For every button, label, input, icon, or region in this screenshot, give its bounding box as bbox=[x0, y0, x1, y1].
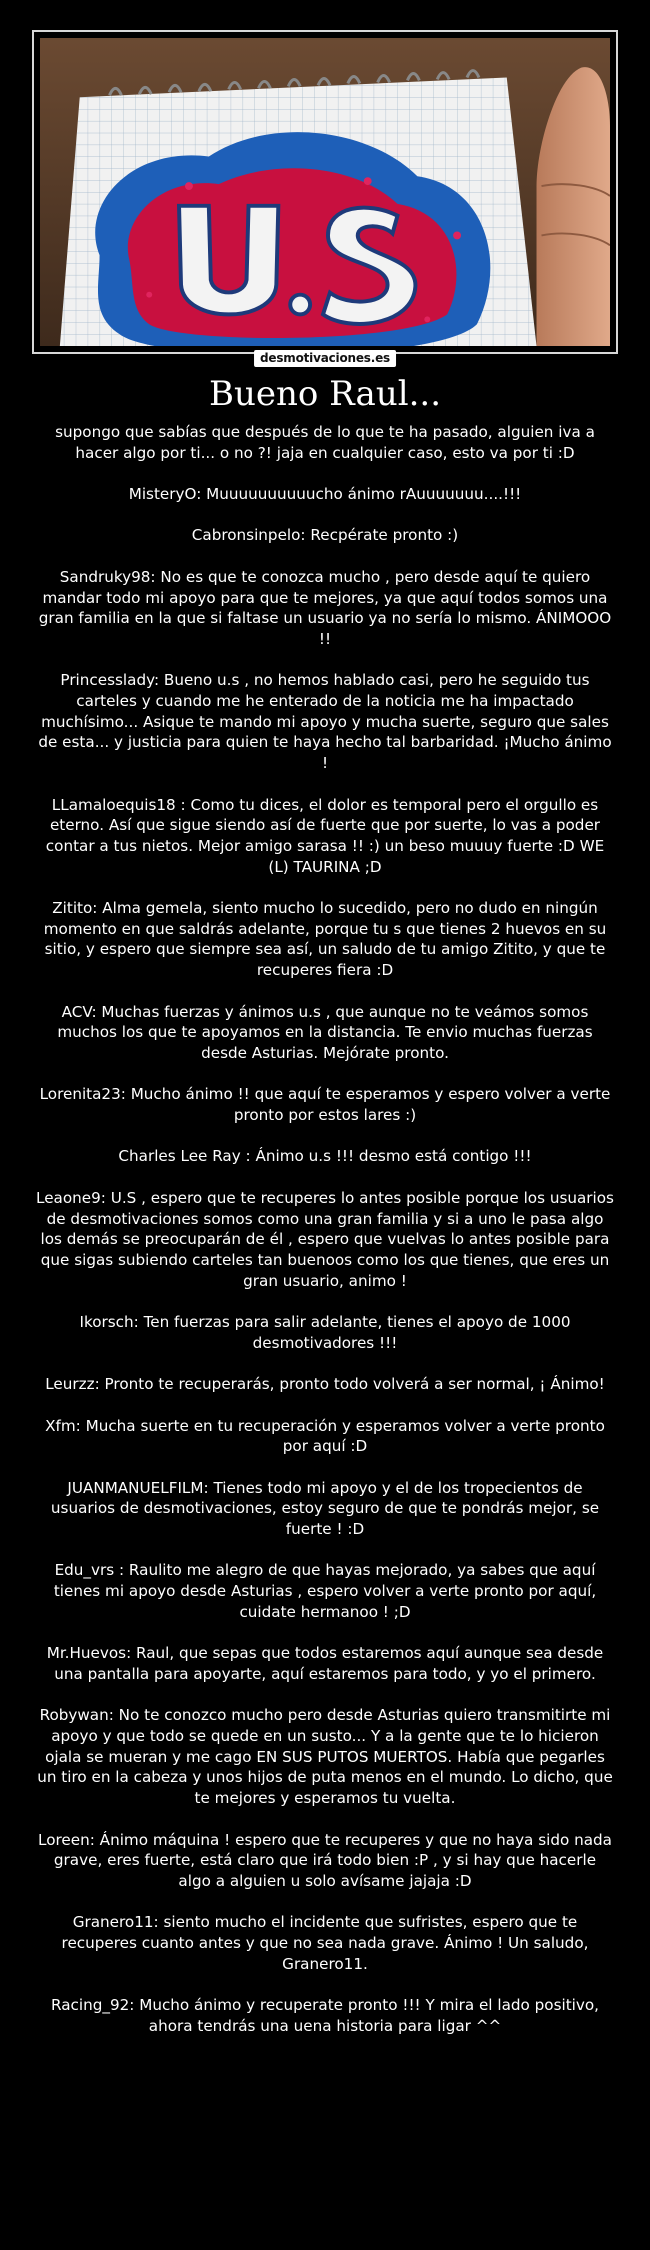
poster-frame bbox=[32, 30, 618, 354]
poster-photo bbox=[40, 38, 610, 346]
message-item: Ikorsch: Ten fuerzas para salir adelante, tienes el apoyo de 1000 desmotivadores !!! bbox=[79, 1313, 571, 1352]
message-item: Loreen: Ánimo máquina ! espero que te recuperes y que no haya sido nada grave, eres fuerte, está claro que irá todo bien :P , y si hay que hacerle algo a alguien u solo avísame jajaja :D bbox=[38, 1830, 612, 1890]
message-intro: supongo que sabías que después de lo que te ha pasado, alguien iva a hacer algo por ti... o no ?! jaja en cualquier caso, esto va por ti :D bbox=[55, 423, 595, 462]
message-item: JUANMANUELFILM: Tienes todo mi apoyo y el de los tropecientos de usuarios de desmotivaciones, estoy seguro de que te pondrás mejor, se fuerte ! :D bbox=[50, 1478, 600, 1539]
message-item: Leaone9: U.S , espero que te recuperes lo antes posible porque los usuarios de desmotivaciones somos como una gran familia y si a uno le pasa algo los demás se preocuparán de él , espero que vuelvas lo antes posible para que sigas subiendo carteles tan buenoos como los que tienes, que eres un gran usuario, animo ! bbox=[36, 1188, 614, 1290]
watermark-label[interactable]: desmotivaciones.es bbox=[254, 350, 396, 367]
message-item: Sandruky98: No es que te conozca mucho , pero desde aquí te quiero mandar todo mi apoyo para que te mejores, ya que aquí todos somos una gran familia en la que si faltase un usuario ya no sería lo mismo. ÁNIMOOO !! bbox=[38, 567, 612, 648]
notebook-photo-illustration bbox=[40, 38, 610, 346]
message-item: Cabronsinpelo: Recpérate pronto :) bbox=[191, 526, 459, 545]
message-item: Princesslady: Bueno u.s , no hemos hablado casi, pero he seguido tus carteles y cuando me he enterado de la noticia me ha impactado muchísimo... Asique te mando mi apoyo y mucha suerte, seguro que sales de esta... y justicia para quien te haya hecho tal barbaridad. ¡Mucho ánimo ! bbox=[38, 671, 612, 773]
message-list bbox=[36, 422, 614, 2057]
message-item: Leurzz: Pronto te recuperarás, pronto todo volverá a ser normal, ¡ Ánimo! bbox=[45, 1375, 605, 1394]
message-item: Robywan: No te conozco mucho pero desde Asturias quiero transmitirte mi apoyo y que todo se quede en un susto... Y a la gente que te lo hicieron ojala se mueran y me cago EN SUS PUTOS MUERTOS. Había que pegarles un tiro en la cabeza y unos hijos de puta menos en el mundo. Lo dicho, que te mejores y esperamos tu vuelta. bbox=[37, 1706, 613, 1808]
message-item: Racing_92: Mucho ánimo y recuperate pronto !!! Y mira el lado positivo, ahora tendrás una uena historia para ligar ^^ bbox=[51, 1996, 599, 2035]
message-item: LLamaloequis18 : Como tu dices, el dolor es temporal pero el orgullo es eterno. Así que sigue siendo así de fuerte que por suerte, lo vas a poder contar a tus nietos. Mejor amigo sarasa !! :) un beso muuuy fuerte :D WE (L) TAURINA ;D bbox=[45, 795, 605, 876]
message-item: Lorenita23: Mucho ánimo !! que aquí te esperamos y espero volver a verte pronto por estos lares :) bbox=[39, 1085, 611, 1125]
message-item: Edu_vrs : Raulito me alegro de que hayas mejorado, ya sabes que aquí tienes mi apoyo desde Asturias , espero volver a verte pronto por aquí, cuidate hermanoo ! ;D bbox=[53, 1561, 597, 1621]
message-item: Charles Lee Ray : Ánimo u.s !!! desmo está contigo !!! bbox=[118, 1147, 532, 1166]
message-item: Zitito: Alma gemela, siento mucho lo sucedido, pero no dudo en ningún momento en que saldrás adelante, porque tu s que tienes 2 huevos en su sitio, y espero que siempre sea así, un saludo de tu amigo Zitito, y que te recuperes fiera :D bbox=[43, 899, 607, 980]
message-item: MisteryO: Muuuuuuuuuucho ánimo rAuuuuuuu....!!! bbox=[128, 485, 522, 504]
message-item: ACV: Muchas fuerzas y ánimos u.s , que aunque no te veámos somos muchos los que te apoyamos en la distancia. Te envio muchas fuerzas desde Asturias. Mejórate pronto. bbox=[57, 1002, 593, 1062]
message-item: Mr.Huevos: Raul, que sepas que todos estaremos aquí aunque sea desde una pantalla para apoyarte, aquí estaremos para todo, y yo el primero. bbox=[46, 1644, 604, 1683]
message-item: Granero11: siento mucho el incidente que sufristes, espero que te recuperes cuanto antes y que no sea nada grave. Ánimo ! Un saludo, Granero11. bbox=[61, 1913, 589, 1973]
message-item: Xfm: Mucha suerte en tu recuperación y esperamos volver a verte pronto por aquí :D bbox=[45, 1416, 605, 1456]
poster-title: Bueno Raul... bbox=[208, 374, 442, 414]
